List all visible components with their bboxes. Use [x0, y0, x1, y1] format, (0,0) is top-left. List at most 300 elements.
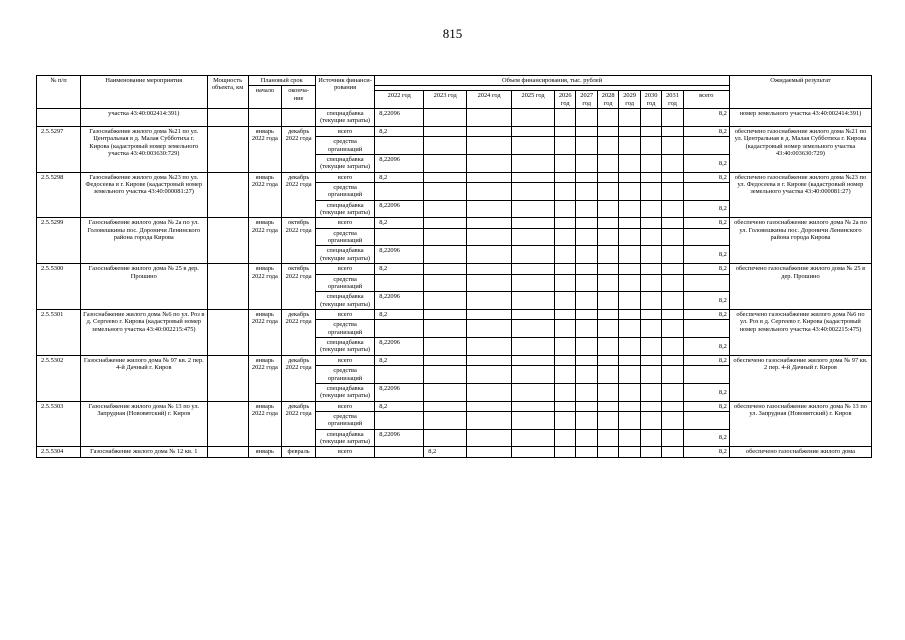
year-value [619, 292, 640, 310]
year-value [576, 320, 597, 338]
year-value [619, 383, 640, 401]
year-value [640, 228, 661, 246]
year-value [576, 172, 597, 182]
year-value [683, 182, 729, 200]
year-value [576, 429, 597, 447]
year-value [555, 401, 576, 411]
year-value [424, 292, 467, 310]
row-number: 2.5.5299 [37, 218, 81, 264]
year-value [555, 126, 576, 136]
end-date: декабрь 2022 года [282, 309, 316, 355]
year-value [683, 274, 729, 292]
year-value [512, 228, 555, 246]
year-value [683, 137, 729, 155]
row-number: 2.5.5300 [37, 264, 81, 310]
year-value [662, 200, 683, 218]
year-value [424, 274, 467, 292]
header-year: 2028 год [597, 91, 618, 109]
capacity [207, 126, 248, 172]
year-value [597, 154, 618, 172]
year-value [512, 126, 555, 136]
end-date: декабрь 2022 года [282, 172, 316, 218]
year-value [619, 264, 640, 274]
year-value [662, 137, 683, 155]
table-body [37, 109, 872, 458]
year-value [555, 292, 576, 310]
year-value [576, 137, 597, 155]
year-value [662, 172, 683, 182]
year-value [662, 338, 683, 356]
year-value [662, 154, 683, 172]
year-value [619, 172, 640, 182]
year-value [619, 182, 640, 200]
capacity [207, 172, 248, 218]
year-value [424, 200, 467, 218]
capacity [207, 447, 248, 457]
year-value [619, 126, 640, 136]
year-value [512, 137, 555, 155]
year-value [576, 274, 597, 292]
header-term: Плановый срок [248, 76, 315, 86]
year-value [424, 246, 467, 264]
year-value [467, 274, 512, 292]
row-number: 2.5.5303 [37, 401, 81, 447]
year-value [619, 366, 640, 384]
year-value [512, 366, 555, 384]
source-org: средства организаций [315, 137, 374, 155]
year-value [597, 264, 618, 274]
year-value [424, 154, 467, 172]
year-value: 8,2 [375, 126, 424, 136]
end-date: декабрь 2022 года [282, 401, 316, 447]
year-value [576, 200, 597, 218]
year-value [662, 355, 683, 365]
year-value [662, 274, 683, 292]
year-value [683, 366, 729, 384]
start-date: январь 2022 года [248, 355, 282, 401]
year-value [512, 355, 555, 365]
capacity [207, 309, 248, 355]
year-value [512, 338, 555, 356]
year-value [424, 383, 467, 401]
year-value [467, 309, 512, 319]
row-number: 2.5.5302 [37, 355, 81, 401]
expected-result: обеспечено газоснабжение жилого дома [729, 447, 871, 457]
year-value [576, 401, 597, 411]
year-value [467, 154, 512, 172]
year-value [576, 292, 597, 310]
year-value: 8,2 [375, 172, 424, 182]
year-value: 8,22096 [375, 292, 424, 310]
year-value [424, 126, 467, 136]
expected-result: обеспечено газоснабжение жилого дома № 13 по ул. Запрудная (Нововятский) г. Киров [729, 401, 871, 447]
year-value [375, 137, 424, 155]
source-spec: спецнадбавка (текущие затраты) [315, 383, 374, 401]
year-value [597, 338, 618, 356]
measure-name: Газоснабжение жилого дома № 2а по ул. Головешкины пос. Дороничи Ленинского района города Кирова [80, 218, 207, 264]
measure-name: Газоснабжение жилого дома № 25 в дер. Прошино [80, 264, 207, 310]
year-value [619, 309, 640, 319]
year-value [512, 154, 555, 172]
expected-result: обеспечено газоснабжение жилого дома №6 по ул. Роз в д. Сергеево г. Кирова (кадастровый номер земельного участка 43:40:002215:475) [729, 309, 871, 355]
year-value [555, 154, 576, 172]
year-value [640, 383, 661, 401]
continuation-row [37, 109, 872, 127]
year-value [640, 264, 661, 274]
year-value [375, 228, 424, 246]
year-value [576, 264, 597, 274]
year-value [555, 246, 576, 264]
year-value [640, 309, 661, 319]
year-value [467, 137, 512, 155]
year-value [619, 154, 640, 172]
total-value: 8,2 [683, 264, 729, 274]
year-value [555, 137, 576, 155]
start-date: январь [248, 447, 282, 457]
year-value [597, 218, 618, 228]
start-date: январь 2022 года [248, 401, 282, 447]
year-value [467, 338, 512, 356]
total-value: 8,2 [683, 401, 729, 411]
year-value [640, 429, 661, 447]
year-value [619, 447, 640, 457]
header-year: 2029 год [619, 91, 640, 109]
year-value [512, 274, 555, 292]
header-funding: Объем финансирования, тыс. рублей [375, 76, 730, 86]
source-org: средства организаций [315, 274, 374, 292]
funding-table [36, 75, 872, 458]
year-value [424, 355, 467, 365]
measure-name: Газоснабжение жилого дома № 13 по ул. Запрудная (Нововятский) г. Киров [80, 401, 207, 447]
source-spec: спецнадбавка (текущие затраты) [315, 292, 374, 310]
continuation-total: 8,2 [683, 109, 729, 127]
continuation-name: участка 43:40:002414:391) [80, 109, 207, 127]
page-number: 815 [442, 26, 463, 41]
year-value [512, 401, 555, 411]
year-value: 8,2 [375, 309, 424, 319]
year-value [619, 429, 640, 447]
table-row [37, 447, 872, 457]
row-number: 2.5.5304 [37, 447, 81, 457]
total-value: 8,2 [683, 218, 729, 228]
year-value [640, 292, 661, 310]
year-value [375, 447, 424, 457]
end-date: октябрь 2022 года [282, 218, 316, 264]
year-value [597, 292, 618, 310]
year-value [424, 228, 467, 246]
year-value [555, 447, 576, 457]
measure-name: Газоснабжение жилого дома № 12 кв. 1 [80, 447, 207, 457]
year-value [619, 246, 640, 264]
source-total: всего [315, 447, 374, 457]
year-value [597, 309, 618, 319]
year-value [619, 401, 640, 411]
year-value [555, 383, 576, 401]
year-value [512, 246, 555, 264]
source-total: всего [315, 172, 374, 182]
source-spec: спецнадбавка (текущие затраты) [315, 429, 374, 447]
year-value [576, 182, 597, 200]
measure-name: Газоснабжение жилого дома №23 по ул. Федосеева в г. Кирове (кадастровый номер земельного участка 43:40:000081:27) [80, 172, 207, 218]
year-value [640, 200, 661, 218]
year-value [512, 411, 555, 429]
year-value [597, 447, 618, 457]
end-date: октябрь 2022 года [282, 264, 316, 310]
header-result: Ожидаемый результат [729, 76, 871, 109]
total-value: 8,2 [683, 338, 729, 356]
expected-result: обеспечено газоснабжение жилого дома № 2а по ул. Головешкины пос. Дороничи Ленинского района города Кирова [729, 218, 871, 264]
start-date: январь 2022 года [248, 126, 282, 172]
capacity [207, 264, 248, 310]
year-value [467, 411, 512, 429]
year-value [555, 355, 576, 365]
year-value [597, 401, 618, 411]
year-value [683, 411, 729, 429]
year-value [640, 154, 661, 172]
year-value [640, 172, 661, 182]
year-value [467, 401, 512, 411]
year-value [640, 218, 661, 228]
year-value [640, 355, 661, 365]
year-value [576, 228, 597, 246]
year-value [640, 447, 661, 457]
year-value [512, 429, 555, 447]
year-value: 8,2 [424, 447, 467, 457]
total-value: 8,2 [683, 172, 729, 182]
year-value [597, 274, 618, 292]
year-value: 8,22096 [375, 200, 424, 218]
table-row [37, 355, 872, 365]
year-value [662, 126, 683, 136]
header-year: 2025 год [512, 91, 555, 109]
source-total: всего [315, 126, 374, 136]
year-value [512, 383, 555, 401]
year-value [467, 429, 512, 447]
end-date: декабрь 2022 года [282, 355, 316, 401]
measure-name: Газоснабжение жилого дома № 97 кв. 2 пер. 4-й Дачный г. Киров [80, 355, 207, 401]
header-year: 2027 год [576, 91, 597, 109]
total-value: 8,2 [683, 154, 729, 172]
total-value: 8,2 [683, 126, 729, 136]
year-value [555, 429, 576, 447]
year-value [467, 366, 512, 384]
year-value [640, 338, 661, 356]
capacity [207, 355, 248, 401]
header-year: 2031 год [662, 91, 683, 109]
year-value [576, 338, 597, 356]
year-value [424, 338, 467, 356]
year-value [424, 137, 467, 155]
table-row [37, 126, 872, 136]
total-value: 8,2 [683, 309, 729, 319]
year-value [662, 320, 683, 338]
year-value [555, 366, 576, 384]
source-spec: спецнадбавка (текущие затраты) [315, 200, 374, 218]
table-row [37, 218, 872, 228]
table-row [37, 172, 872, 182]
year-value [424, 366, 467, 384]
year-value [512, 309, 555, 319]
year-value [555, 172, 576, 182]
year-value [597, 137, 618, 155]
source-org: средства организаций [315, 228, 374, 246]
source-org: средства организаций [315, 320, 374, 338]
year-value [597, 246, 618, 264]
year-value [683, 228, 729, 246]
expected-result: обеспечено газоснабжение жилого дома № 25 в дер. Прошино [729, 264, 871, 310]
year-value [619, 338, 640, 356]
year-value [555, 320, 576, 338]
year-value [467, 228, 512, 246]
year-value [555, 338, 576, 356]
year-value [662, 264, 683, 274]
year-value: 8,22096 [375, 246, 424, 264]
year-value [375, 320, 424, 338]
year-value [467, 355, 512, 365]
header-source: Источник финанси-рования [315, 76, 374, 109]
year-value [640, 274, 661, 292]
year-value [597, 383, 618, 401]
year-value [662, 292, 683, 310]
expected-result: обеспечено газоснабжение жилого дома №23 по ул. Федосеева в г. Кирове (кадастровый номер земельного участка 43:40:000081:27) [729, 172, 871, 218]
year-value [597, 429, 618, 447]
year-value [555, 200, 576, 218]
source-org: средства организаций [315, 411, 374, 429]
year-value [467, 383, 512, 401]
continuation-2022: 8,22096 [375, 109, 424, 127]
year-value [597, 355, 618, 365]
year-value [375, 366, 424, 384]
year-value [662, 228, 683, 246]
year-value [597, 411, 618, 429]
year-value [576, 366, 597, 384]
source-total: всего [315, 355, 374, 365]
year-value [512, 182, 555, 200]
year-value [512, 447, 555, 457]
year-value [576, 246, 597, 264]
measure-name: Газоснабжение жилого дома №21 по ул. Центральная в д. Малая Субботиха г. Кирова (кадастровый номер земельного участка 43:40:003630:729) [80, 126, 207, 172]
year-value [597, 182, 618, 200]
header-year: 2030 год [640, 91, 661, 109]
total-value: 8,2 [683, 383, 729, 401]
year-value [597, 320, 618, 338]
year-value [662, 447, 683, 457]
header-year: 2023 год [424, 91, 467, 109]
year-value [512, 292, 555, 310]
header-start: начало [248, 86, 282, 109]
total-value: 8,2 [683, 429, 729, 447]
year-value [640, 366, 661, 384]
year-value [467, 320, 512, 338]
row-number: 2.5.5297 [37, 126, 81, 172]
year-value [576, 411, 597, 429]
header-year: 2026 год [555, 91, 576, 109]
year-value [662, 401, 683, 411]
year-value [424, 218, 467, 228]
year-value [683, 320, 729, 338]
year-value [424, 401, 467, 411]
expected-result: обеспечено газоснабжение жилого дома № 97 кв. 2 пер. 4-й Дачный г. Киров [729, 355, 871, 401]
year-value [662, 246, 683, 264]
source-spec: спецнадбавка (текущие затраты) [315, 246, 374, 264]
year-value [640, 126, 661, 136]
year-value [555, 309, 576, 319]
year-value [597, 126, 618, 136]
start-date: январь 2022 года [248, 309, 282, 355]
header-end: оконча-ние [282, 86, 316, 109]
source-total: всего [315, 218, 374, 228]
year-value [662, 411, 683, 429]
start-date: январь 2022 года [248, 218, 282, 264]
expected-result: обеспечено газоснабжение жилого дома №21 по ул. Центральная в д. Малая Субботиха г. Кирова (кадастровый номер земельного участка 43:40:003630:729) [729, 126, 871, 172]
header-power: Мощность объекта, км [207, 76, 248, 109]
continuation-result: номер земельного участка 43:40:002414:391) [729, 109, 871, 127]
year-value [555, 182, 576, 200]
header-year: 2024 год [467, 91, 512, 109]
year-value [555, 411, 576, 429]
year-value: 8,2 [375, 355, 424, 365]
source-total: всего [315, 309, 374, 319]
year-value [597, 366, 618, 384]
year-value [619, 274, 640, 292]
total-value: 8,2 [683, 355, 729, 365]
end-date: февраль [282, 447, 316, 457]
year-value [467, 172, 512, 182]
measure-name: Газоснабжение жилого дома №6 по ул. Роз в д. Сергеево г. Кирова (кадастровый номер земельного участка 43:40:002215:475) [80, 309, 207, 355]
year-value [576, 383, 597, 401]
year-value [512, 172, 555, 182]
total-value: 8,2 [683, 200, 729, 218]
year-value: 8,2 [375, 264, 424, 274]
row-number: 2.5.5298 [37, 172, 81, 218]
year-value [640, 246, 661, 264]
year-value [467, 126, 512, 136]
year-value [576, 447, 597, 457]
year-value [662, 366, 683, 384]
source-total: всего [315, 401, 374, 411]
header-year: 2022 год [375, 91, 424, 109]
table-row [37, 309, 872, 319]
source-org: средства организаций [315, 366, 374, 384]
year-value [576, 309, 597, 319]
year-value [640, 320, 661, 338]
year-value [640, 182, 661, 200]
year-value [576, 154, 597, 172]
year-value [375, 274, 424, 292]
source-org: средства организаций [315, 182, 374, 200]
year-value [576, 218, 597, 228]
source-spec: спецнадбавка (текущие затраты) [315, 154, 374, 172]
year-value [555, 274, 576, 292]
year-value: 8,22096 [375, 429, 424, 447]
year-value [512, 320, 555, 338]
year-value [662, 309, 683, 319]
year-value [619, 411, 640, 429]
capacity [207, 401, 248, 447]
year-value [424, 264, 467, 274]
year-value [619, 218, 640, 228]
year-value: 8,22096 [375, 338, 424, 356]
year-value [424, 182, 467, 200]
year-value [375, 411, 424, 429]
year-value [467, 200, 512, 218]
year-value [619, 228, 640, 246]
year-value [424, 320, 467, 338]
header-name: Наименование мероприятия [80, 76, 207, 109]
source-spec: спецнадбавка (текущие затраты) [315, 338, 374, 356]
table-row [37, 264, 872, 274]
year-value [467, 182, 512, 200]
